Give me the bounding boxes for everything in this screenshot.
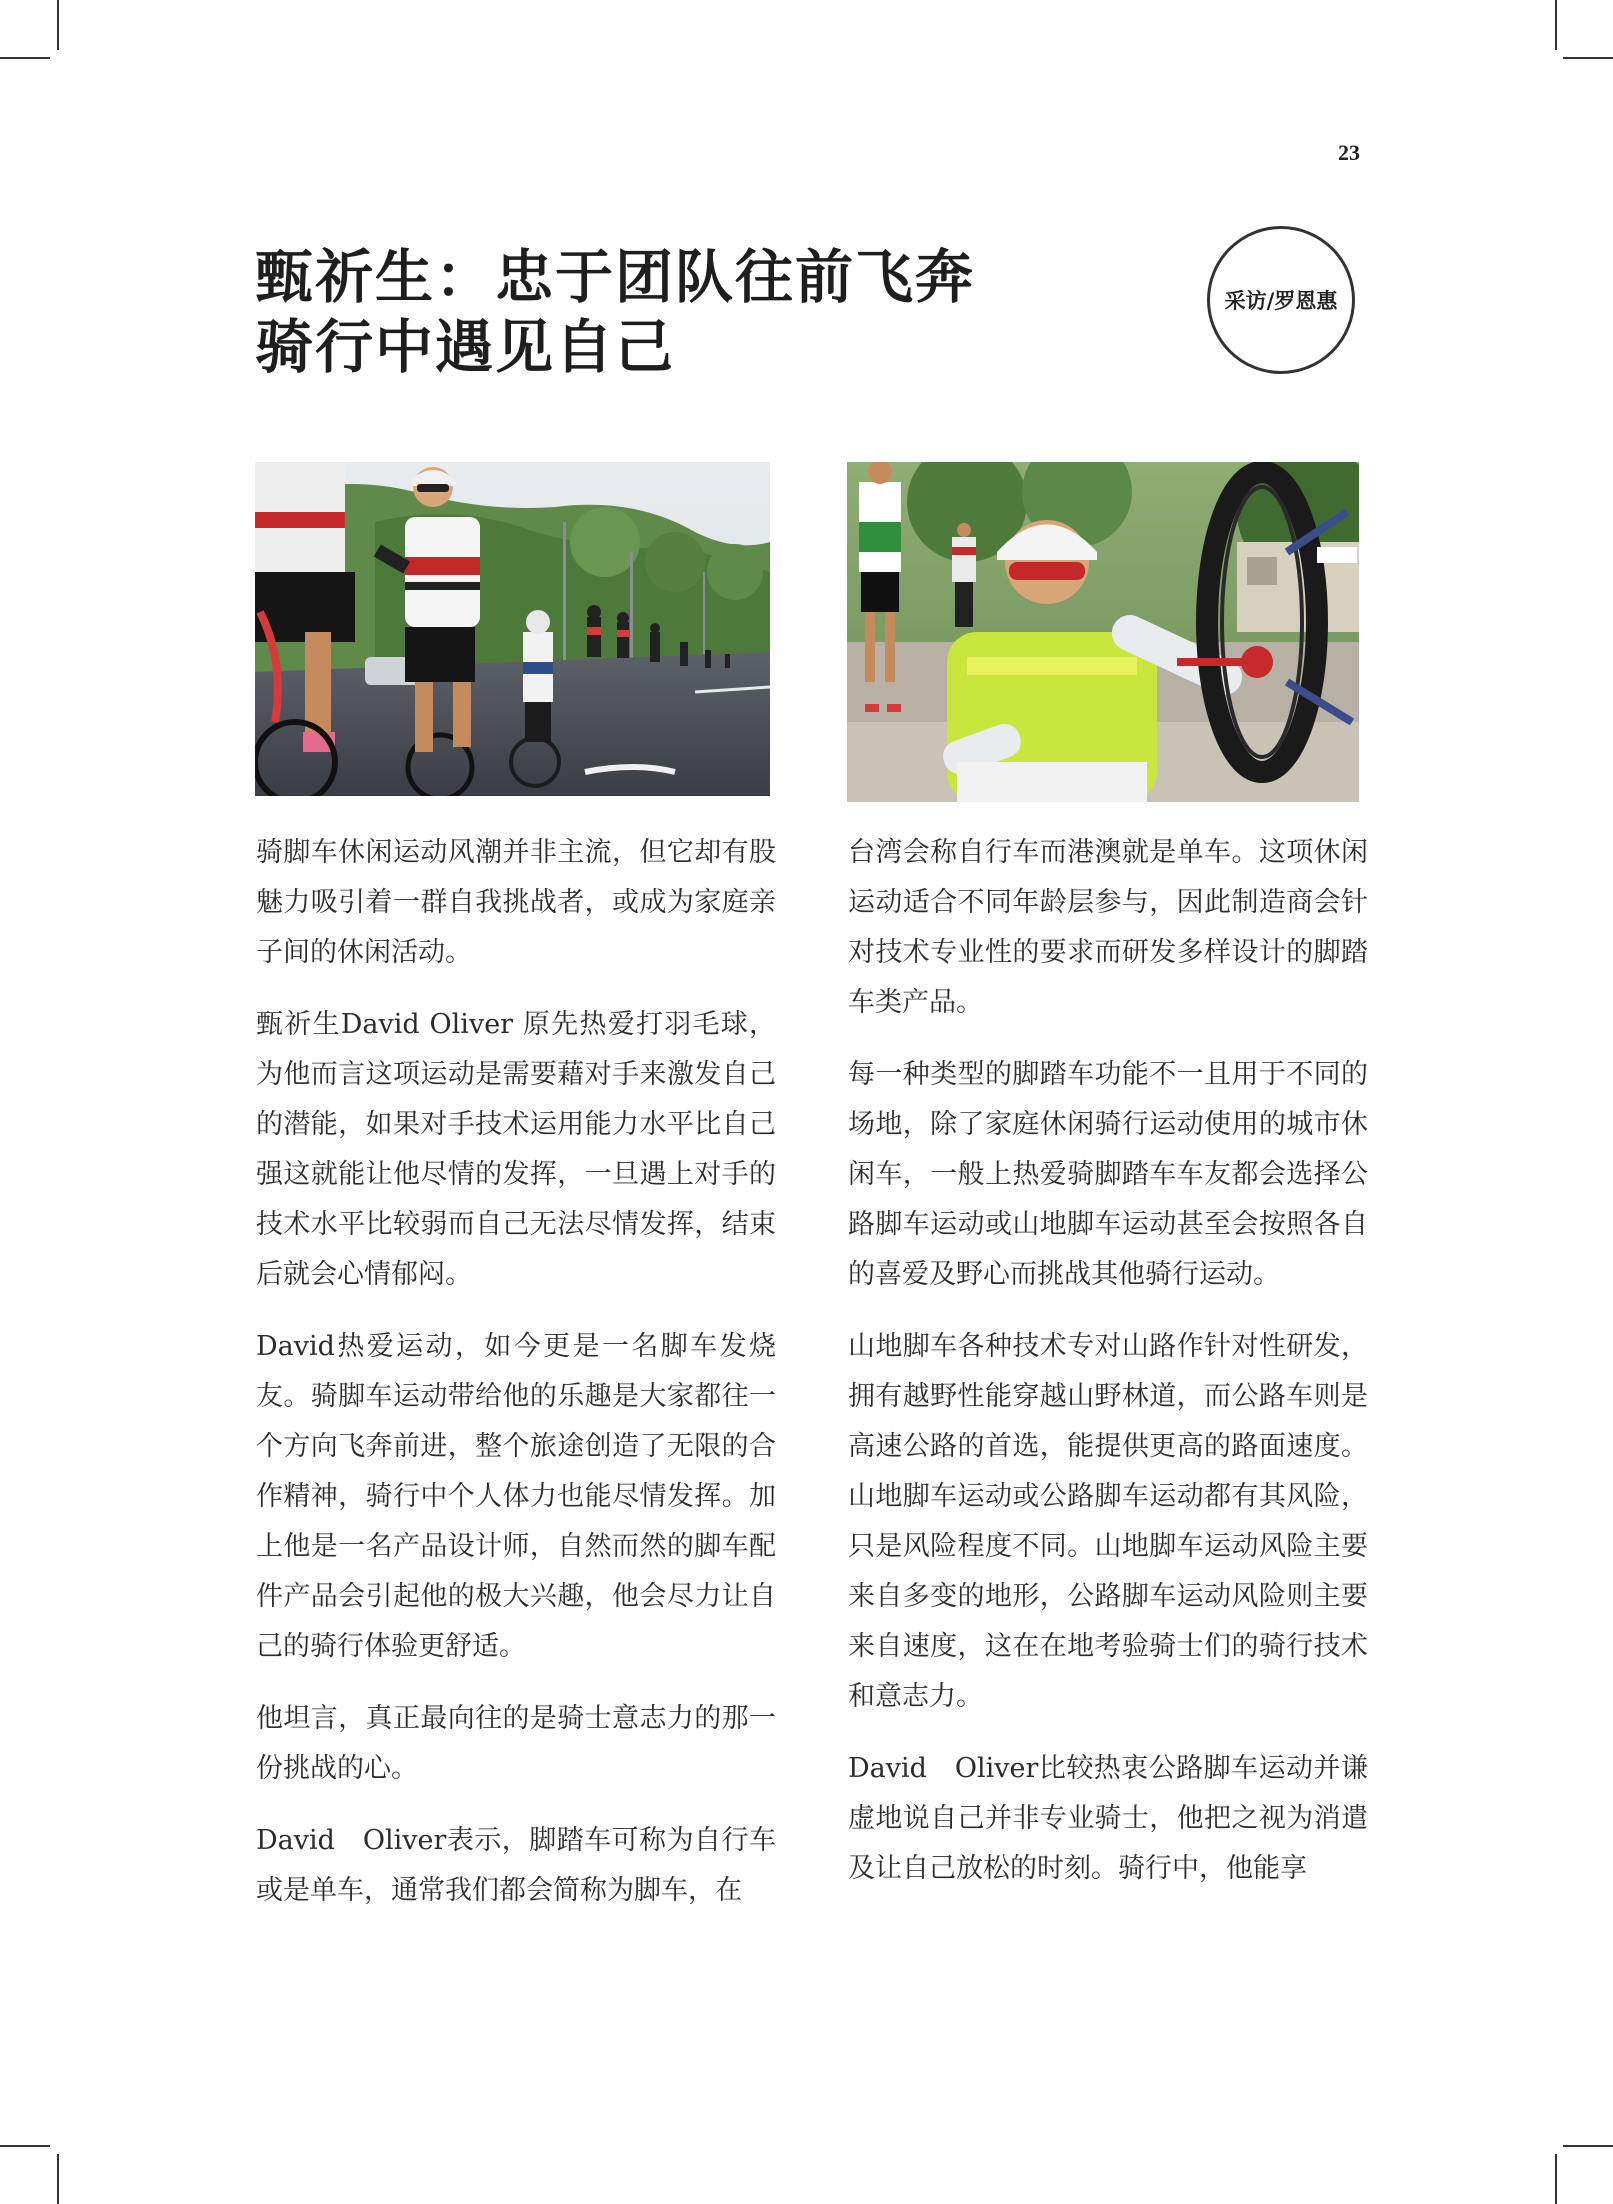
interviewer-badge: 采访/罗恩惠: [1207, 226, 1355, 374]
crop-mark-bottom-right-h: [1563, 2145, 1613, 2147]
paragraph: 台湾会称自行车而港澳就是单车。这项休闲运动适合不同年龄层参与，因此制造商会针对技术专业性的要求而研发多样设计的脚踏车类产品。: [848, 837, 1368, 1018]
crop-mark-top-right: [1555, 0, 1557, 50]
crop-mark-top-left-h: [0, 57, 50, 59]
article-column-left: [256, 828, 776, 1938]
crop-mark-bottom-left-h: [0, 2145, 50, 2147]
title-line-2: 骑行中遇见自己: [255, 313, 676, 381]
crop-mark-bottom-right: [1555, 2154, 1557, 2204]
paragraph: David Oliver比较热衷公路脚车运动并谦虚地说自己并非专业骑士，他把之视为消遣及让自己放松的时刻。骑行中，他能享: [848, 1753, 1368, 1884]
group-road-cycling-photo: [255, 462, 770, 796]
crop-mark-bottom-left: [57, 2154, 59, 2204]
cyclist-adjusting-wheel-photo: [847, 462, 1359, 802]
crop-mark-top-left: [57, 0, 59, 50]
title-line-1: 甄祈生：忠于团队往前飞奔: [255, 243, 976, 311]
paragraph: 骑脚车休闲运动风潮并非主流，但它却有股魅力吸引着一群自我挑战者，或成为家庭亲子间的休闲活动。: [256, 837, 776, 968]
page-number: 23: [1338, 140, 1360, 165]
paragraph: 甄祈生David Oliver 原先热爱打羽毛球，为他而言这项运动是需要藉对手来激发自己的潜能，如果对手技术运用能力水平比自己强这就能让他尽情的发挥，一旦遇上对手的技术水平比较弱而自己无法尽情发挥，结束后就会心情郁闷。: [256, 1009, 776, 1290]
article-column-right: [848, 828, 1368, 1916]
paragraph: David热爱运动，如今更是一名脚车发烧友。骑脚车运动带给他的乐趣是大家都往一个方向飞奔前进，整个旅途创造了无限的合作精神，骑行中个人体力也能尽情发挥。加上他是一名产品设计师，自然而然的脚车配件产品会引起他的极大兴趣，他会尽力让自己的骑行体验更舒适。: [256, 1331, 776, 1662]
paragraph: 他坦言，真正最向往的是骑士意志力的那一份挑战的心。: [256, 1703, 776, 1784]
crop-mark-top-right-h: [1563, 57, 1613, 59]
paragraph: 每一种类型的脚踏车功能不一且用于不同的场地，除了家庭休闲骑行运动使用的城市休闲车，一般上热爱骑脚踏车车友都会选择公路脚车运动或山地脚车运动甚至会按照各自的喜爱及野心而挑战其他骑行运动。: [848, 1059, 1368, 1290]
paragraph: 山地脚车各种技术专对山路作针对性研发，拥有越野性能穿越山野林道，而公路车则是高速公路的首选，能提供更高的路面速度。山地脚车运动或公路脚车运动都有其风险，只是风险程度不同。山地脚车运动风险主要来自多变的地形，公路脚车运动风险则主要来自速度，这在在地考验骑士们的骑行技术和意志力。: [848, 1331, 1368, 1712]
paragraph: David Oliver表示，脚踏车可称为自行车或是单车，通常我们都会简称为脚车，在: [256, 1825, 776, 1906]
article-title: [255, 242, 1075, 382]
